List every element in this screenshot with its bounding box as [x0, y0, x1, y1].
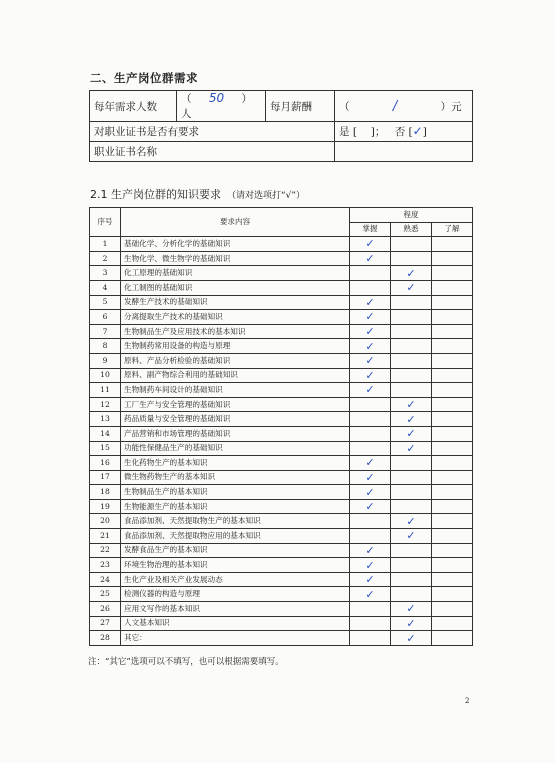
- knowledge-subtitle-text: 2.1 生产岗位群的知识要求: [90, 188, 221, 201]
- row-content: 药品质量与安全管理的基础知识: [121, 412, 350, 427]
- cert-required-label: 对职业证书是否有要求: [90, 122, 335, 142]
- row-number: 17: [90, 470, 121, 485]
- row-content: 化工原理的基础知识: [121, 266, 350, 281]
- check-cell-understand[interactable]: [432, 412, 473, 427]
- row-number: 7: [90, 324, 121, 339]
- check-icon: ✓: [365, 252, 375, 266]
- row-content: 生化药物生产的基本知识: [121, 456, 350, 471]
- table-row: [90, 266, 473, 281]
- check-cell-familiar[interactable]: [391, 485, 432, 500]
- check-cell-familiar[interactable]: [391, 616, 432, 631]
- check-cell-master[interactable]: [350, 412, 391, 427]
- knowledge-table: [89, 207, 473, 646]
- table-row: [90, 280, 473, 295]
- annual-close: ）人: [181, 93, 252, 120]
- check-cell-understand[interactable]: [432, 251, 473, 266]
- table-row: [90, 543, 473, 558]
- check-cell-master[interactable]: [350, 368, 391, 383]
- check-cell-master[interactable]: [350, 572, 391, 587]
- row-content: 工厂生产与安全管理的基础知识: [121, 397, 350, 412]
- check-cell-understand[interactable]: [432, 324, 473, 339]
- row-number: 1: [90, 237, 121, 252]
- check-cell-master[interactable]: [350, 543, 391, 558]
- check-cell-understand[interactable]: [432, 353, 473, 368]
- check-cell-master[interactable]: [350, 631, 391, 646]
- table-row: [90, 237, 473, 252]
- check-cell-master[interactable]: [350, 529, 391, 544]
- row-content: 基础化学、分析化学的基础知识: [121, 237, 350, 252]
- row-number: 6: [90, 310, 121, 325]
- knowledge-subtitle-note: （请对选项打“√”）: [227, 191, 306, 201]
- check-cell-master[interactable]: [350, 280, 391, 295]
- check-cell-familiar[interactable]: [391, 426, 432, 441]
- row-number: 18: [90, 485, 121, 500]
- check-icon: ✓: [365, 558, 375, 572]
- table-row: [90, 383, 473, 398]
- check-cell-familiar[interactable]: [391, 324, 432, 339]
- row-content: 生物化学、微生物学的基础知识: [121, 251, 350, 266]
- row-content: 化工制图的基础知识: [121, 280, 350, 295]
- check-cell-understand[interactable]: [432, 368, 473, 383]
- check-icon: ✓: [365, 485, 375, 499]
- check-cell-familiar[interactable]: [391, 251, 432, 266]
- check-cell-master[interactable]: [350, 514, 391, 529]
- row-number: 23: [90, 558, 121, 573]
- check-cell-familiar[interactable]: [391, 237, 432, 252]
- check-icon: ✓: [365, 587, 375, 601]
- row-content: 食品添加剂、天然提取物生产的基本知识: [121, 514, 350, 529]
- check-icon: ✓: [406, 514, 416, 528]
- check-cell-understand[interactable]: [432, 441, 473, 456]
- check-cell-master[interactable]: [350, 426, 391, 441]
- annual-demand-label: 每年需求人数: [90, 91, 177, 122]
- check-cell-master[interactable]: [350, 441, 391, 456]
- check-icon: ✓: [365, 310, 375, 324]
- row-number: 24: [90, 572, 121, 587]
- check-cell-understand[interactable]: [432, 529, 473, 544]
- table-row: [90, 310, 473, 325]
- check-icon: ✓: [406, 412, 416, 426]
- row-number: 2: [90, 251, 121, 266]
- cert-name-label: 职业证书名称: [90, 142, 335, 162]
- check-icon: ✓: [365, 295, 375, 309]
- table-row: [90, 587, 473, 602]
- page-number: 2: [465, 697, 470, 705]
- header-degree: 程度: [350, 208, 473, 223]
- check-cell-understand[interactable]: [432, 499, 473, 514]
- row-number: 10: [90, 368, 121, 383]
- row-number: 28: [90, 631, 121, 646]
- check-cell-familiar[interactable]: [391, 353, 432, 368]
- check-cell-master[interactable]: [350, 485, 391, 500]
- check-cell-familiar[interactable]: [391, 587, 432, 602]
- cert-required-cell[interactable]: [335, 122, 473, 142]
- check-cell-understand[interactable]: [432, 456, 473, 471]
- annual-demand-value: 50: [208, 91, 225, 105]
- check-cell-master[interactable]: [350, 616, 391, 631]
- row-content: 产品营销和市场管理的基础知识: [121, 426, 350, 441]
- check-cell-understand[interactable]: [432, 295, 473, 310]
- check-cell-familiar[interactable]: [391, 631, 432, 646]
- table-row: [90, 616, 473, 631]
- table-row: [90, 558, 473, 573]
- row-number: 3: [90, 266, 121, 281]
- table-row: [90, 572, 473, 587]
- check-cell-understand[interactable]: [432, 514, 473, 529]
- footnote: 注：“其它”选项可以不填写，也可以根据需要填写。: [88, 657, 284, 667]
- check-icon: ✓: [365, 368, 375, 382]
- check-cell-understand[interactable]: [432, 631, 473, 646]
- check-cell-master[interactable]: [350, 383, 391, 398]
- table-row: [90, 426, 473, 441]
- check-cell-understand[interactable]: [432, 558, 473, 573]
- row-number: 21: [90, 529, 121, 544]
- check-icon: ✓: [365, 456, 375, 470]
- check-icon: ✓: [406, 441, 416, 455]
- check-cell-understand[interactable]: [432, 266, 473, 281]
- check-icon: ✓: [365, 383, 375, 397]
- row-number: 27: [90, 616, 121, 631]
- row-number: 25: [90, 587, 121, 602]
- knowledge-table-body: [90, 237, 473, 646]
- check-icon: ✓: [365, 573, 375, 587]
- salary-open: （: [339, 100, 350, 113]
- check-cell-familiar[interactable]: [391, 470, 432, 485]
- table-row: [90, 602, 473, 617]
- check-icon: ✓: [365, 354, 375, 368]
- table-row: [90, 499, 473, 514]
- cert-no-option: 否 [: [394, 126, 413, 138]
- row-number: 11: [90, 383, 121, 398]
- check-cell-master[interactable]: [350, 456, 391, 471]
- salary-label: 每月薪酬: [266, 91, 335, 122]
- table-row: [90, 324, 473, 339]
- cert-name-value[interactable]: [335, 142, 473, 162]
- table-row: [90, 412, 473, 427]
- cert-no-close: ]: [422, 126, 427, 138]
- row-number: 22: [90, 543, 121, 558]
- row-number: 14: [90, 426, 121, 441]
- row-number: 15: [90, 441, 121, 456]
- check-icon: ✓: [406, 631, 416, 645]
- check-cell-understand[interactable]: [432, 602, 473, 617]
- check-cell-familiar[interactable]: [391, 339, 432, 354]
- check-cell-familiar[interactable]: [391, 499, 432, 514]
- row-content: 其它：: [121, 631, 350, 646]
- check-cell-master[interactable]: [350, 499, 391, 514]
- check-cell-understand[interactable]: [432, 310, 473, 325]
- check-icon: ✓: [365, 339, 375, 353]
- check-cell-master[interactable]: [350, 324, 391, 339]
- row-content: 生物制药常用设备的构造与原理: [121, 339, 350, 354]
- check-cell-familiar[interactable]: [391, 441, 432, 456]
- check-cell-understand[interactable]: [432, 485, 473, 500]
- row-content: 原料、产品分析检验的基础知识: [121, 353, 350, 368]
- check-cell-familiar[interactable]: [391, 383, 432, 398]
- header-no: 序号: [90, 208, 121, 237]
- row-number: 16: [90, 456, 121, 471]
- row-content: 食品添加剂、天然提取物应用的基本知识: [121, 529, 350, 544]
- check-cell-understand[interactable]: [432, 397, 473, 412]
- row-content: 生物制品生产及应用技术的基本知识: [121, 324, 350, 339]
- row-content: 环境生物治理的基本知识: [121, 558, 350, 573]
- check-cell-understand[interactable]: [432, 237, 473, 252]
- salary-close: ）元: [440, 100, 462, 113]
- row-content: 发酵生产技术的基础知识: [121, 295, 350, 310]
- cert-yes-option: 是 [ ]；: [339, 126, 386, 138]
- table-row: [90, 353, 473, 368]
- row-content: 分离提取生产技术的基础知识: [121, 310, 350, 325]
- annual-demand-cell[interactable]: [177, 91, 266, 122]
- row-content: 生物能源生产的基本知识: [121, 499, 350, 514]
- row-content: 发酵食品生产的基本知识: [121, 543, 350, 558]
- row-number: 5: [90, 295, 121, 310]
- header-familiar: 熟悉: [391, 222, 432, 237]
- check-cell-familiar[interactable]: [391, 456, 432, 471]
- table-row: [90, 251, 473, 266]
- check-cell-familiar[interactable]: [391, 280, 432, 295]
- check-cell-understand[interactable]: [432, 426, 473, 441]
- check-icon: ✓: [406, 398, 416, 412]
- check-cell-familiar[interactable]: [391, 543, 432, 558]
- row-content: 应用文写作的基本知识: [121, 602, 350, 617]
- row-number: 20: [90, 514, 121, 529]
- row-content: 生物制品生产的基本知识: [121, 485, 350, 500]
- check-icon: ✓: [406, 616, 416, 630]
- check-cell-understand[interactable]: [432, 339, 473, 354]
- check-cell-master[interactable]: [350, 266, 391, 281]
- check-cell-master[interactable]: [350, 397, 391, 412]
- check-cell-understand[interactable]: [432, 543, 473, 558]
- check-cell-familiar[interactable]: [391, 602, 432, 617]
- check-cell-familiar[interactable]: [391, 514, 432, 529]
- check-icon: ✓: [365, 500, 375, 514]
- row-number: 26: [90, 602, 121, 617]
- check-cell-master[interactable]: [350, 470, 391, 485]
- check-icon: ✓: [406, 266, 416, 280]
- table-row: [90, 339, 473, 354]
- check-icon: ✓: [365, 325, 375, 339]
- check-icon: ✓: [365, 470, 375, 484]
- check-cell-understand[interactable]: [432, 572, 473, 587]
- row-content: 生化产业及相关产业发展动态: [121, 572, 350, 587]
- check-cell-familiar[interactable]: [391, 310, 432, 325]
- check-cell-master[interactable]: [350, 295, 391, 310]
- check-cell-master[interactable]: [350, 237, 391, 252]
- row-number: 8: [90, 339, 121, 354]
- table-row: [90, 514, 473, 529]
- table-row: [90, 485, 473, 500]
- check-cell-master[interactable]: [350, 602, 391, 617]
- check-cell-understand[interactable]: [432, 587, 473, 602]
- check-cell-familiar[interactable]: [391, 266, 432, 281]
- salary-cell[interactable]: [335, 91, 473, 122]
- row-number: 19: [90, 499, 121, 514]
- demand-table: [89, 90, 473, 162]
- check-icon: ✓: [406, 529, 416, 543]
- check-icon: ✓: [365, 543, 375, 557]
- header-understand: 了解: [432, 222, 473, 237]
- table-row: [90, 397, 473, 412]
- check-icon: ✓: [406, 602, 416, 616]
- check-cell-master[interactable]: [350, 558, 391, 573]
- check-icon: ✓: [406, 427, 416, 441]
- table-row: [90, 631, 473, 646]
- header-master: 掌握: [350, 222, 391, 237]
- check-cell-familiar[interactable]: [391, 558, 432, 573]
- cert-no-check-icon: ✓: [412, 124, 423, 138]
- check-cell-familiar[interactable]: [391, 295, 432, 310]
- check-cell-master[interactable]: [350, 353, 391, 368]
- check-cell-understand[interactable]: [432, 616, 473, 631]
- section-title: 二、生产岗位群需求: [90, 71, 198, 85]
- salary-mark: /: [392, 98, 398, 114]
- table-row: [90, 456, 473, 471]
- table-row: [90, 529, 473, 544]
- header-content: 要求内容: [121, 208, 350, 237]
- row-content: 人文基本知识: [121, 616, 350, 631]
- row-content: 检测仪器的构造与原理: [121, 587, 350, 602]
- row-content: 生物制药车间设计的基础知识: [121, 383, 350, 398]
- check-icon: ✓: [406, 281, 416, 295]
- table-row: [90, 470, 473, 485]
- check-cell-master[interactable]: [350, 310, 391, 325]
- row-content: 微生物药物生产的基本知识: [121, 470, 350, 485]
- check-cell-understand[interactable]: [432, 383, 473, 398]
- table-row: [90, 441, 473, 456]
- row-number: 12: [90, 397, 121, 412]
- check-cell-familiar[interactable]: [391, 572, 432, 587]
- check-cell-master[interactable]: [350, 339, 391, 354]
- check-cell-familiar[interactable]: [391, 412, 432, 427]
- check-cell-familiar[interactable]: [391, 529, 432, 544]
- check-cell-understand[interactable]: [432, 470, 473, 485]
- table-row: [90, 368, 473, 383]
- row-content: 原料、副产物综合利用的基础知识: [121, 368, 350, 383]
- row-number: 4: [90, 280, 121, 295]
- check-cell-familiar[interactable]: [391, 397, 432, 412]
- check-cell-master[interactable]: [350, 251, 391, 266]
- check-cell-master[interactable]: [350, 587, 391, 602]
- row-number: 13: [90, 412, 121, 427]
- check-cell-understand[interactable]: [432, 280, 473, 295]
- knowledge-subtitle: [90, 186, 305, 202]
- check-icon: ✓: [365, 237, 375, 251]
- row-number: 9: [90, 353, 121, 368]
- check-cell-familiar[interactable]: [391, 368, 432, 383]
- table-row: [90, 295, 473, 310]
- row-content: 功能性保健品生产的基础知识: [121, 441, 350, 456]
- annual-open: （: [181, 93, 192, 105]
